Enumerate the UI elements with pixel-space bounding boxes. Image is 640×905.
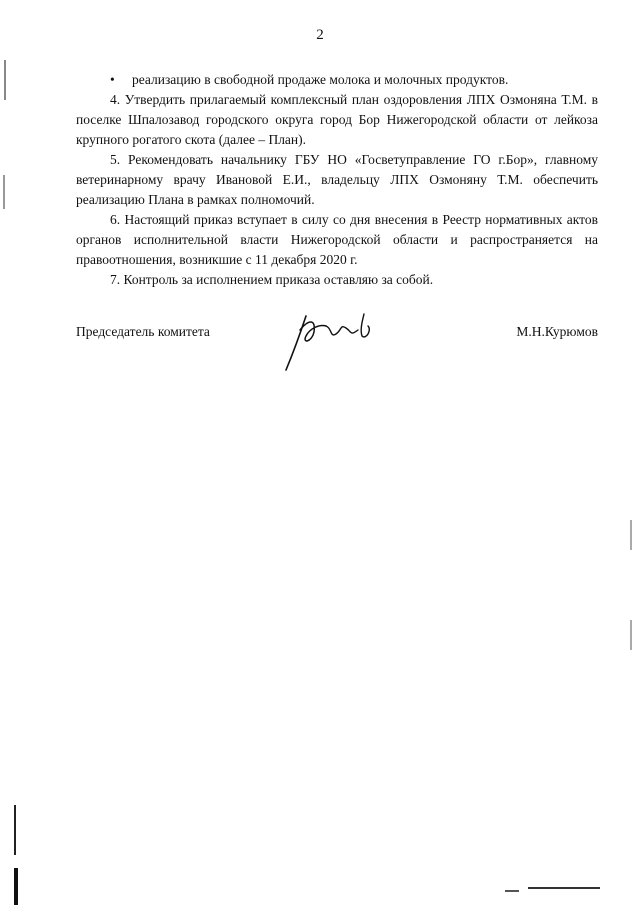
bullet-marker: • <box>110 72 115 87</box>
handwritten-signature <box>276 308 396 378</box>
scan-edge-mark-left-mid <box>3 175 5 209</box>
paragraph-6: 6. Настоящий приказ вступает в силу со дня внесения в Реестр нормативных актов органов исполнительной власти Нижегородской области и распространяется на правоотношения, возникшие с 11 декабря 2020 г. <box>76 212 598 267</box>
scan-edge-line-bottom <box>528 887 600 889</box>
scan-edge-mark-right-b <box>630 620 632 650</box>
scan-edge-mark-left-top <box>4 60 6 100</box>
scan-edge-mark-right-a <box>630 520 632 550</box>
scan-edge-dash-bottom <box>505 890 519 892</box>
document-body <box>76 70 598 290</box>
signer-name: М.Н.Курюмов <box>516 324 598 339</box>
scan-edge-mark-left-bottom <box>14 805 16 855</box>
paragraph-4: 4. Утвердить прилагаемый комплексный план оздоровления ЛПХ Озмоняна Т.М. в поселке Шпалозавод городского округа город Бор Нижегородской области от лейкоза крупного рогатого скота (далее – План). <box>76 92 598 147</box>
signature-block <box>76 322 598 382</box>
bullet-text: реализацию в свободной продаже молока и молочных продуктов. <box>132 72 509 87</box>
bullet-item <box>76 70 598 90</box>
paragraph-5: 5. Рекомендовать начальнику ГБУ НО «Госветуправление ГО г.Бор», главному ветеринарному врачу Ивановой Е.И., владельцу ЛПХ Озмоняну Т.М. обеспечить реализацию Плана в рамках полномочий. <box>76 152 598 207</box>
position-title: Председатель комитета <box>76 324 210 339</box>
page-number: 2 <box>316 27 324 43</box>
paragraph-7: 7. Контроль за исполнением приказа оставляю за собой. <box>110 272 434 287</box>
scan-edge-mark-left-base <box>14 868 18 905</box>
